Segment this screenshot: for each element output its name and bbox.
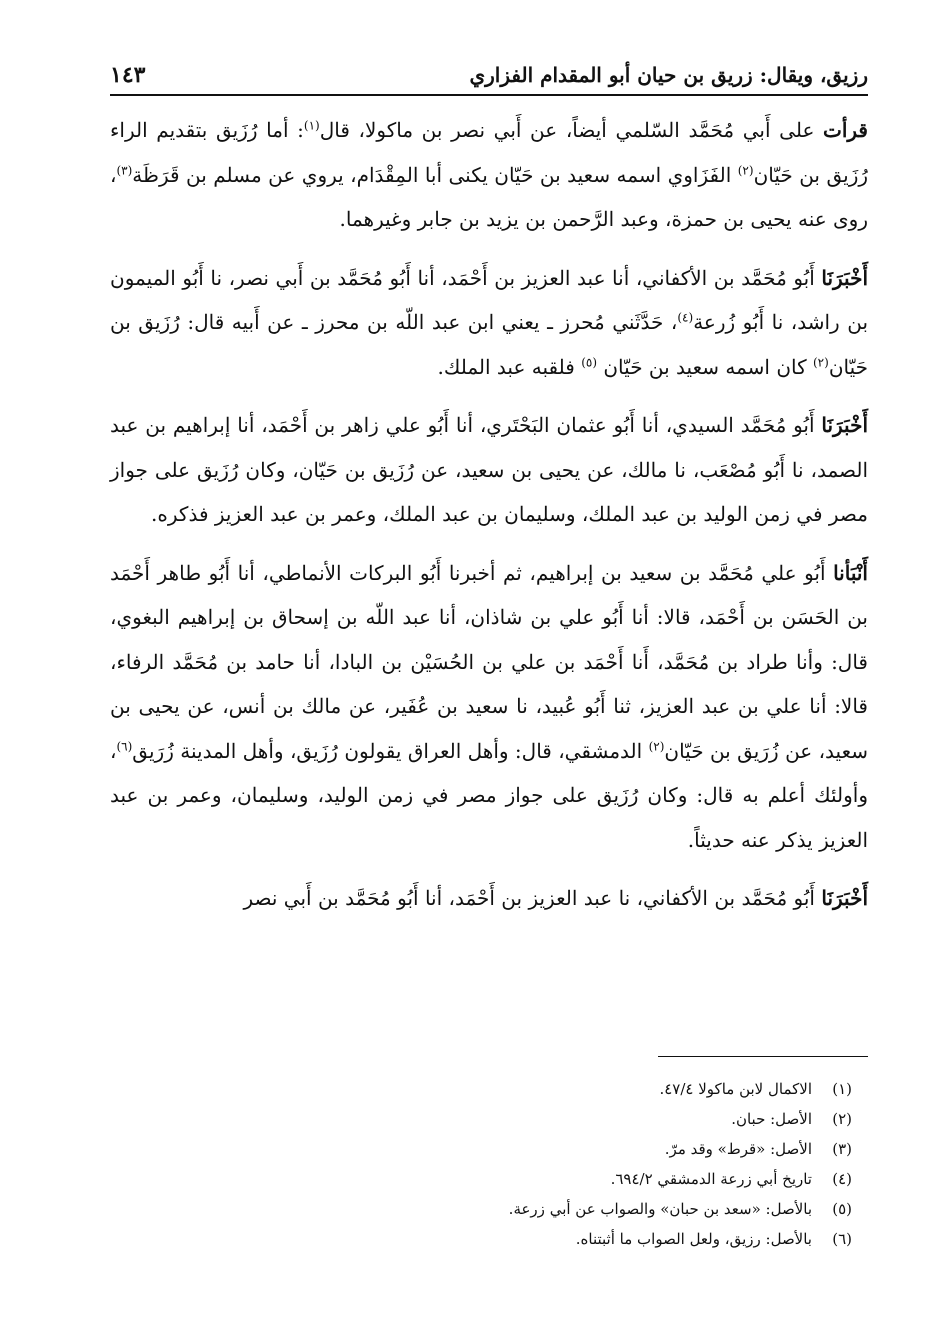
- footnote-ref: (٦): [116, 738, 133, 753]
- footnote-ref: (٥): [581, 354, 598, 369]
- text-run: الدمشقي، قال: وأهل العراق يقولون رُزَيق، وأهل المدينة زُرَيق: [132, 738, 649, 763]
- main-text: [110, 108, 868, 935]
- footnote-ref: (٤): [677, 310, 694, 325]
- footnote: [110, 1134, 868, 1164]
- paragraph-lead-word: أَنْبَأنا: [833, 560, 868, 585]
- paragraph: [110, 108, 868, 242]
- paragraph-lead-word: أَخْبَرَنَا: [821, 886, 868, 910]
- paragraph: [110, 876, 868, 921]
- page-number: ١٤٣: [110, 62, 146, 88]
- footnote-text: الأصل: «قرط» وقد مرّ.: [664, 1140, 812, 1158]
- footnote-text: الأصل: حبان.: [731, 1110, 812, 1128]
- paragraph: [110, 403, 868, 537]
- footnote-number: (٢): [832, 1110, 852, 1128]
- footnote-text: بالأصل: رزيق، ولعل الصواب ما أثبتناه.: [575, 1230, 812, 1248]
- footnote-number: (٥): [832, 1200, 852, 1218]
- footnote: [110, 1104, 868, 1134]
- footnote-ref: (٢): [737, 162, 754, 177]
- footnote-rule: [658, 1056, 868, 1057]
- paragraph: [110, 551, 868, 863]
- paragraph-lead-word: قرأت: [823, 118, 868, 142]
- footnote-number: (٦): [832, 1230, 852, 1248]
- footnote-number: (٤): [832, 1170, 852, 1188]
- text-run: ، حَدَّثَني مُحرز ـ يعني ابن عبد اللّه بن محرز ـ عن أَبيه قال: رُزَيق بن حَيّان: [110, 310, 868, 379]
- footnote-ref: (٣): [116, 162, 133, 177]
- page-header: [110, 58, 868, 92]
- text-run: : أما رُزَيق بتقديم الراء رُزَيق بن حَيّان: [110, 118, 869, 187]
- footnote-text: الاكمال لابن ماكولا ٤٧/٤.: [659, 1080, 812, 1098]
- footnote: [110, 1164, 868, 1194]
- footnotes: [110, 1074, 868, 1254]
- text-run: كان اسمه سعيد بن حَيّان: [597, 354, 813, 379]
- footnote: [110, 1194, 868, 1224]
- text-run: ، روى عنه يحيى بن حمزة، وعبد الرَّحمن بن يزيد بن جابر وغيرهما.: [110, 162, 868, 231]
- paragraph-lead-word: أَخْبَرَنَا: [821, 265, 868, 290]
- footnote-number: (٣): [832, 1140, 852, 1158]
- text-run: أَبُو مُحَمَّد بن الأكفاني، أنا عبد العزيز بن أَحْمَد، أنا أَبُو مُحَمَّد بن أَبي نصر، نا أَبُو الميمون بن راشد، نا أَبُو زُرعة: [110, 265, 869, 334]
- footnote-ref: (٢): [648, 738, 665, 753]
- footnote-ref: (١): [303, 118, 320, 133]
- paragraph-lead-word: أَخْبَرَنَا: [821, 413, 868, 437]
- text-run: أَبُو مُحَمَّد بن الأكفاني، نا عبد العزيز بن أَحْمَد، أنا أَبُو مُحَمَّد بن أَبي نصر: [243, 886, 822, 910]
- text-run: أَبُو مُحَمَّد السيدي، أنا أَبُو عثمان البَحْتَري، أنا أَبُو علي زاهر بن أَحْمَد، أنا إبراهيم بن عبد الصمد، نا أَبُو مُصْعَب، نا مالك، عن يحيى بن سعيد، عن رُزَيق بن حَيّان، وكان رُزَيق على جواز مصر في زمن الوليد بن عبد الملك، وسليمان بن عبد الملك، وعمر بن عبد العزيز فذكره.: [110, 413, 868, 526]
- paragraph: [110, 256, 868, 390]
- footnote-text: تاريخ أبي زرعة الدمشقي ٦٩٤/٢.: [610, 1170, 812, 1188]
- footnote-number: (١): [832, 1080, 852, 1098]
- header-rule: [110, 94, 868, 96]
- footnote-ref: (٢): [812, 354, 829, 369]
- footnote-text: بالأصل: «سعد بن حبان» والصواب عن أبي زرعة.: [508, 1200, 812, 1218]
- text-run: على أَبي مُحَمَّد السّلمي أيضاً، عن أَبي نصر بن ماكولا، قال: [319, 118, 824, 142]
- text-run: ، وأولئك أعلم به قال: وكان رُزَيق على جواز مصر في زمن الوليد، وسليمان، وعمر بن عبد العزيز يذكر عنه حديثاً.: [110, 738, 868, 852]
- running-title: رزيق، ويقال: زريق بن حيان أبو المقدام الفزاري: [469, 63, 868, 87]
- text-run: الفَزَاوي اسمه سعيد بن حَيّان يكنى أبا المِقْدَام، يروي عن مسلم بن قَرَظَة: [132, 162, 738, 187]
- footnote: [110, 1074, 868, 1104]
- footnote: [110, 1224, 868, 1254]
- text-run: أَبُو علي مُحَمَّد بن سعيد بن إبراهيم، ثم أخبرنا أَبُو البركات الأنماطي، أنا أَبُو طاهر أَحْمَد بن الحَسَن بن أَحْمَد، قالا: أنا أَبُو علي بن شاذان، أنا عبد اللّه بن إسحاق بن إبراهيم البغوي، قال: وأنا طراد بن مُحَمَّد، أَنا أَحْمَد بن علي بن الحُسَيْن بن البادا، أنا حامد بن مُحَمَّد الرفاء، قالا: أنا علي بن عبد العزيز، ثنا أَبُو عُبيد، نا سعيد بن عُفَير، عن مالك بن أنس، عن يحيى بن سعيد، عن زُرَيق بن حَيّان: [110, 560, 868, 763]
- text-run: فلقبه عبد الملك.: [437, 354, 582, 379]
